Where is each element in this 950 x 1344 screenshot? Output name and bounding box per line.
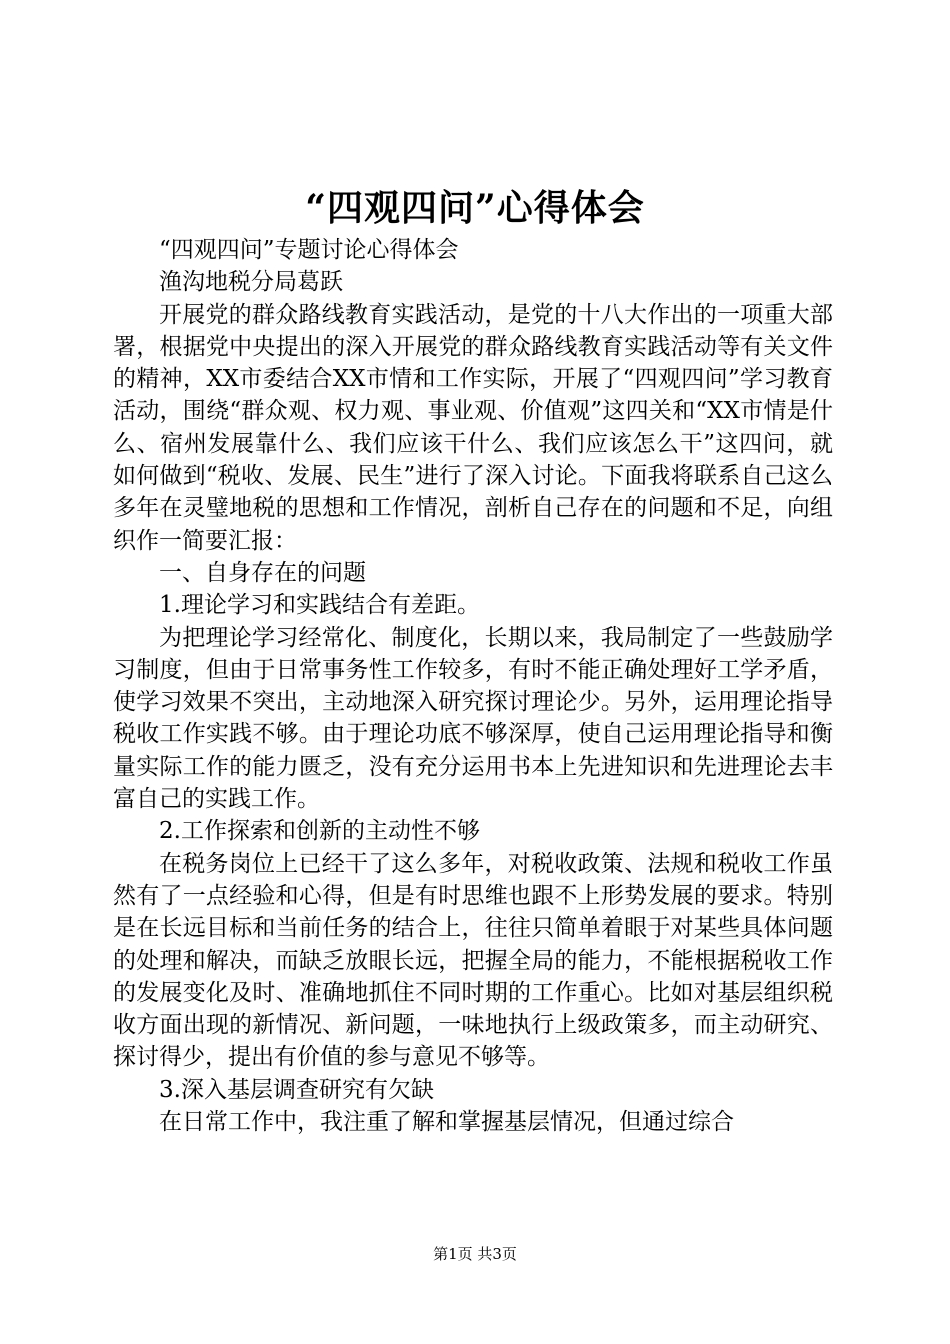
subheading-2: 2.工作探索和创新的主动性不够 xyxy=(159,818,480,845)
intro-paragraph: 开展党的群众路线教育实践活动，是党的十八大作出的一项重大部署，根据党中央提出的深入开展党的群众路线教育实践活动等有关文件的精神，XX市委结合XX市情和工作实际，开展了“四观四问”学习教育活动，围绕“群众观、权力观、事业观、价值观”这四关和“XX市情是什么、宿州发展靠什么、我们应该干什么、我们应该怎么干”这四问，就如何做到“税收、发展、民生”进行了深入讨论。下面我将联系自己这么多年在灵璧地税的思想和工作情况，剖析自己存在的问题和不足，向组织作一简要汇报： xyxy=(113,301,833,554)
author-paragraph: 渔沟地税分局葛跃 xyxy=(159,269,343,296)
subtitle-paragraph: “四观四问”专题讨论心得体会 xyxy=(159,237,459,263)
subheading-3: 3.深入基层调查研究有欠缺 xyxy=(159,1076,434,1103)
body-paragraph-2: 在税务岗位上已经干了这么多年，对税收政策、法规和税收工作虽然有了一点经验和心得，但是有时思维也跟不上形势发展的要求。特别是在长远目标和当前任务的结合上，往往只简单着眼于对某些具体问题的处理和解决，而缺乏放眼长远，把握全局的能力，不能根据税收工作的发展变化及时、准确地抓住不同时期的工作重心。比如对基层组织税收方面出现的新情况、新问题，一味地执行上级政策多，而主动研究、探讨得少，提出有价值的参与意见不够等。 xyxy=(113,850,833,1071)
page-footer: 第1页 共3页 xyxy=(433,1245,517,1263)
subheading-1: 1.理论学习和实践结合有差距。 xyxy=(159,592,480,619)
body-paragraph-3: 在日常工作中，我注重了解和掌握基层情况，但通过综合 xyxy=(159,1109,734,1136)
document-body xyxy=(113,234,833,1138)
body-paragraph-1: 为把理论学习经常化、制度化，长期以来，我局制定了一些鼓励学习制度，但由于日常事务性工作较多，有时不能正确处理好工学矛盾，使学习效果不突出，主动地深入研究探讨理论少。另外，运用理论指导税收工作实践不够。由于理论功底不够深厚，使自己运用理论指导和衡量实际工作的能力匮乏，没有充分运用书本上先进知识和先进理论去丰富自己的实践工作。 xyxy=(113,624,833,813)
document-title: “四观四问”心得体会 xyxy=(305,187,645,229)
section-heading: 一、自身存在的问题 xyxy=(159,559,366,586)
